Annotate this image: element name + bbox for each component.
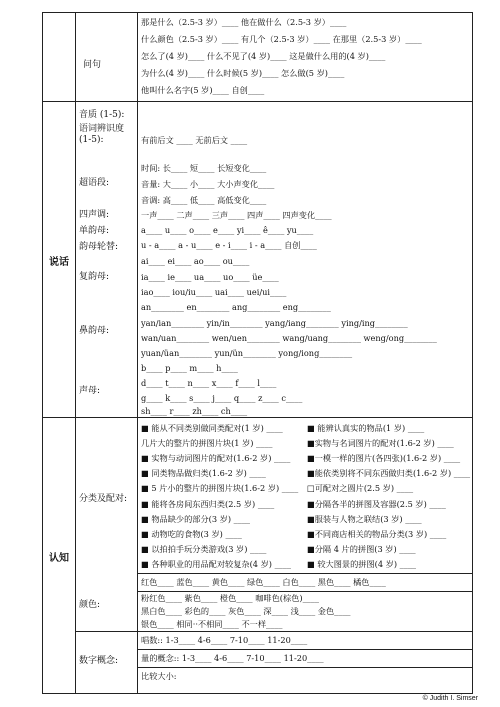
speech-label: 鼻韵母: [79,326,110,336]
color-line: 粉红色____ 紫色____ 橙色____ 咖啡色(棕色)____ [141,593,319,603]
speech-line: 音调: 高____ 低____ 高低变化____ [141,195,267,205]
color-line: 银色____ 相同··不相同____ 不一样____ [141,619,283,629]
speech-label: 四声调: [79,210,110,220]
speech-line: yuan/üan________ yun/ün________ yong/iong________ [141,348,353,358]
classification-item: ■ 能辨认真实的物品(1 岁) ____ [307,423,425,433]
classification-item: ■能依类别将不同东西做归类(1.6-2 岁) ____ [307,468,471,478]
classification-item: ■ 同类物品做归类(1.6-2 岁) ____ [141,468,266,478]
number-rule-2 [137,667,472,668]
speech-line: iao____ iou/iu____ uai____ uei/ui____ [141,287,287,297]
color-divider [137,591,472,592]
cognition-category: 认知 [49,553,69,564]
section-rule-cognition [43,417,472,418]
speech-line: g____ k____ s____ j____ q____ z____ c____ [141,393,303,403]
number-line: 量的概念:: 1-3____ 4-6____ 7-10____ 11-20____ [141,653,324,663]
classification-item: ■分隔各半的拼图及容器(2.5 岁) ____ [307,499,446,509]
speech-label: 超语段: [79,178,110,188]
classification-item: 几片大的整片的拼图片块(1 岁) ____ [141,438,273,448]
classification-item: ■ 较大图景的拼图(4 岁) ____ [307,559,417,569]
row-rule-colors [137,573,472,574]
number-rule-1 [137,649,472,650]
speech-line: wan/uan________ wen/uen________ wang/uang________ weng/ong________ [141,333,437,343]
speech-label: 声母: [79,386,101,396]
speech-label: 语词辨识度 [79,124,125,134]
number-line: 比较大小: [141,671,177,681]
speech-category: 说话 [49,257,69,268]
classification-item: ■ 各种职业的用品配对较复杂(4 岁) ____ [141,559,291,569]
classification-item: ■ 能将各房间东西归类(2.5 岁) ____ [141,499,275,509]
classification-item: ■ 能从不同类别做同类配对(1 岁) ____ [141,423,283,433]
speech-line: yan/ian________ yin/in________ yang/iang________ ying/ing________ [141,318,408,328]
classification-item: ■一模一样的图片(各四张)(1.6-2 岁) ____ [307,453,461,463]
classification-item: ■ 物品缺少的部分(3 岁) ____ [141,514,251,524]
classification-item: ■ 以拍拍手玩分类游戏(3 岁) ____ [141,544,267,554]
number-label: 数字概念: [79,656,119,666]
classification-item: ■实物与名词图片的配对(1.6-2 岁) ____ [307,438,454,448]
classification-item: ■ 动物吃的食物(3 岁) ____ [141,529,242,539]
copyright-footer: © Judith I. Simser [422,695,478,702]
classification-item: ■不同商店相关的物品分类(3 岁) ____ [307,529,447,539]
speech-line: 音量: 大____ 小____ 大小声变化____ [141,179,275,189]
question-line: 什么颜色（2.5-3 岁）____ 有几个（2.5-3 岁）____ 在那里（2.5-3 岁）____ [141,34,422,44]
classification-item: ■服装与人物之联结(3 岁) ____ [307,514,422,524]
question-line: 那是什么（2.5-3 岁）____ 他在做什么（2.5-3 岁）____ [141,17,347,27]
speech-label: 单韵母: [79,226,110,236]
speech-line: an________ en________ ang________ eng________ [141,302,331,312]
speech-line: u - a____ a - u____ e - i____ i - a____ 自创____ [141,240,317,250]
section-rule-speech [43,101,472,102]
classification-item: ■ 实物与动词图片的配对(1.6-2 岁) ____ [141,453,291,463]
speech-line: d____ t____ n____ x____ f____ l____ [141,378,277,388]
color-line: 红色____ 蓝色____ 黄色____ 绿色____ 白色____ 黑色____ 橘色____ [141,577,386,587]
speech-line: 一声____ 二声____ 三声____ 四声____ 四声变化____ [141,210,332,220]
classification-label: 分类及配对: [79,494,128,504]
speech-line: a____ u____ o____ e____ yi____ ê____ yu____ [141,225,314,235]
category-column-rule [75,13,76,693]
question-line: 怎么了(4 岁)____ 什么不见了(4 岁)____ 这是做什么用的(4 岁)____ [141,51,386,61]
speech-label: 音质 (1-5): [79,110,125,120]
question-line: 他叫什么名字(5 岁)____ 自创____ [141,85,265,95]
classification-item: ■ 5 片小的整片的拼图片块(1.6-2 岁) ____ [141,483,299,493]
speech-label: 韵母轮替: [79,242,119,252]
classification-item: ■分隔 4 片的拼图(3 岁) ____ [307,544,416,554]
color-line: 黑白色____ 彩色的____ 灰色____ 深____ 浅____ 金色____ [141,606,351,616]
question-line: 为什么(4 岁)____ 什么时候(5 岁)____ 怎么做(5 岁)____ [141,68,345,78]
classification-item: □可配对之圆片(2.5 岁) ____ [307,483,414,493]
speech-line: ia____ ie____ ua____ uo____ üe____ [141,272,279,282]
speech-label: 复韵母: [79,272,110,282]
speech-line: sh____ r____ zh____ ch____ [141,406,248,416]
assessment-table [42,12,473,694]
speech-line: ai____ ei____ ao____ ou____ [141,256,250,266]
speech-line: b____ p____ m____ h____ [141,363,238,373]
speech-label: (1-5): [79,135,104,145]
speech-line: 有前后文 ____ 无前后文 ____ [141,135,248,145]
color-label: 颜色: [79,600,101,610]
number-line: 唱数:: 1-3____ 4-6____ 7-10____ 11-20____ [141,635,308,645]
speech-line: 时间: 长____ 短____ 长短变化____ [141,163,267,173]
questions-label: 问句 [83,60,102,70]
row-rule-numbers [75,631,472,632]
